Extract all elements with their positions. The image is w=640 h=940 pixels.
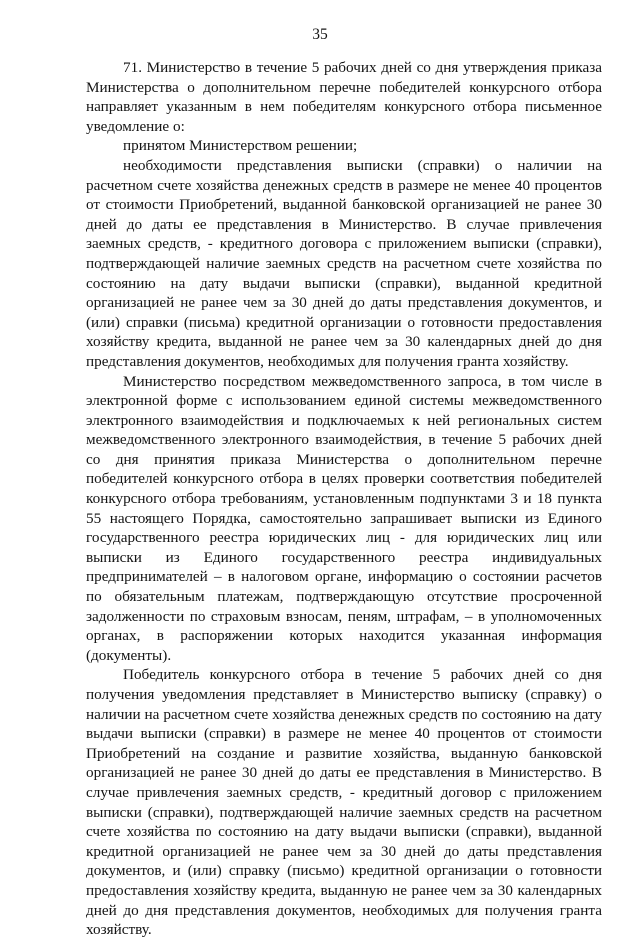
paragraph-winner-submission: Победитель конкурсного отбора в течение 5 рабочих дней со дня получения уведомления представляет в Министерство выписку (справку) о наличии на расчетном счете хозяйства денежных средств по состоянию на дату выдачи выписки (справки) в размере не менее 40 процентов от стоимости Приобретений на создание и развитие хозяйства, выданную банковской организацией не ранее 30 дней до даты ее представления в Министерство. В случае привлечения заемных средств, - кредитный договор с приложением выписки (справки), подтверждающей наличие заемных средств на расчетном счете хозяйства по состоянию на дату выдачи выписки (справки), выданной кредитной организацией не ранее чем за 30 дней до даты представления документов, и (или) справку (письмо) кредитной организации о готовности предоставления хозяйству кредита, выданную не ранее чем за 30 календарных дней до дня представления документов, необходимых для получения гранта хозяйству. <box>86 666 602 939</box>
paragraph-71-intro: 71. Министерство в течение 5 рабочих дней со дня утверждения приказа Министерства о дополнительном перечне победителей конкурсного отбора направляет указанным в нем победителям конкурсного отбора письменное уведомление о: <box>86 59 602 135</box>
paragraph-decision: принятом Министерством решении; <box>123 137 358 155</box>
body-text <box>86 58 602 940</box>
page-number: 35 <box>312 26 328 43</box>
paragraph-statement-requirement: необходимости представления выписки (справки) о наличии на расчетном счете хозяйства денежных средств в размере не менее 40 процентов от стоимости Приобретений, выданной банковской организацией не ранее 30 дней до даты ее представления в Министерство. В случае привлечения заемных средств, - кредитного договора с приложением выписки (справки), подтверждающей наличие заемных средств на расчетном счете хозяйства по состоянию на дату выдачи выписки (справки), выданной кредитной организацией не ранее чем за 30 дней до даты представления документов, и (или) справки (письма) кредитной организации о готовности предоставления хозяйству кредита, выданной не ранее чем за 30 календарных дней до дня представления документов, необходимых для получения гранта хозяйству. <box>86 156 602 370</box>
paragraph-interagency-request: Министерство посредством межведомственного запроса, в том числе в электронной форме с использованием единой системы межведомственного электронного взаимодействия и подключаемых к ней региональных систем межведомственного электронного взаимодействия, в течение 5 рабочих дней со дня принятия приказа Министерства о дополнительном перечне победителей конкурсного отбора в целях проверки соответствия победителей конкурсного отбора требованиям, установленным подпунктами 3 и 18 пункта 55 настоящего Порядка, самостоятельно запрашивает выписки из Единого государственного реестра юридических лиц - для юридических лиц или выписки из Единого государственного реестра индивидуальных предпринимателей – в налоговом органе, информацию о состоянии расчетов по обязательным платежам, подтверждающую отсутствие просроченной задолженности по страховым взносам, пеням, штрафам, – в уполномоченных органах, в распоряжении которых находится указанная информация (документы). <box>86 372 602 664</box>
